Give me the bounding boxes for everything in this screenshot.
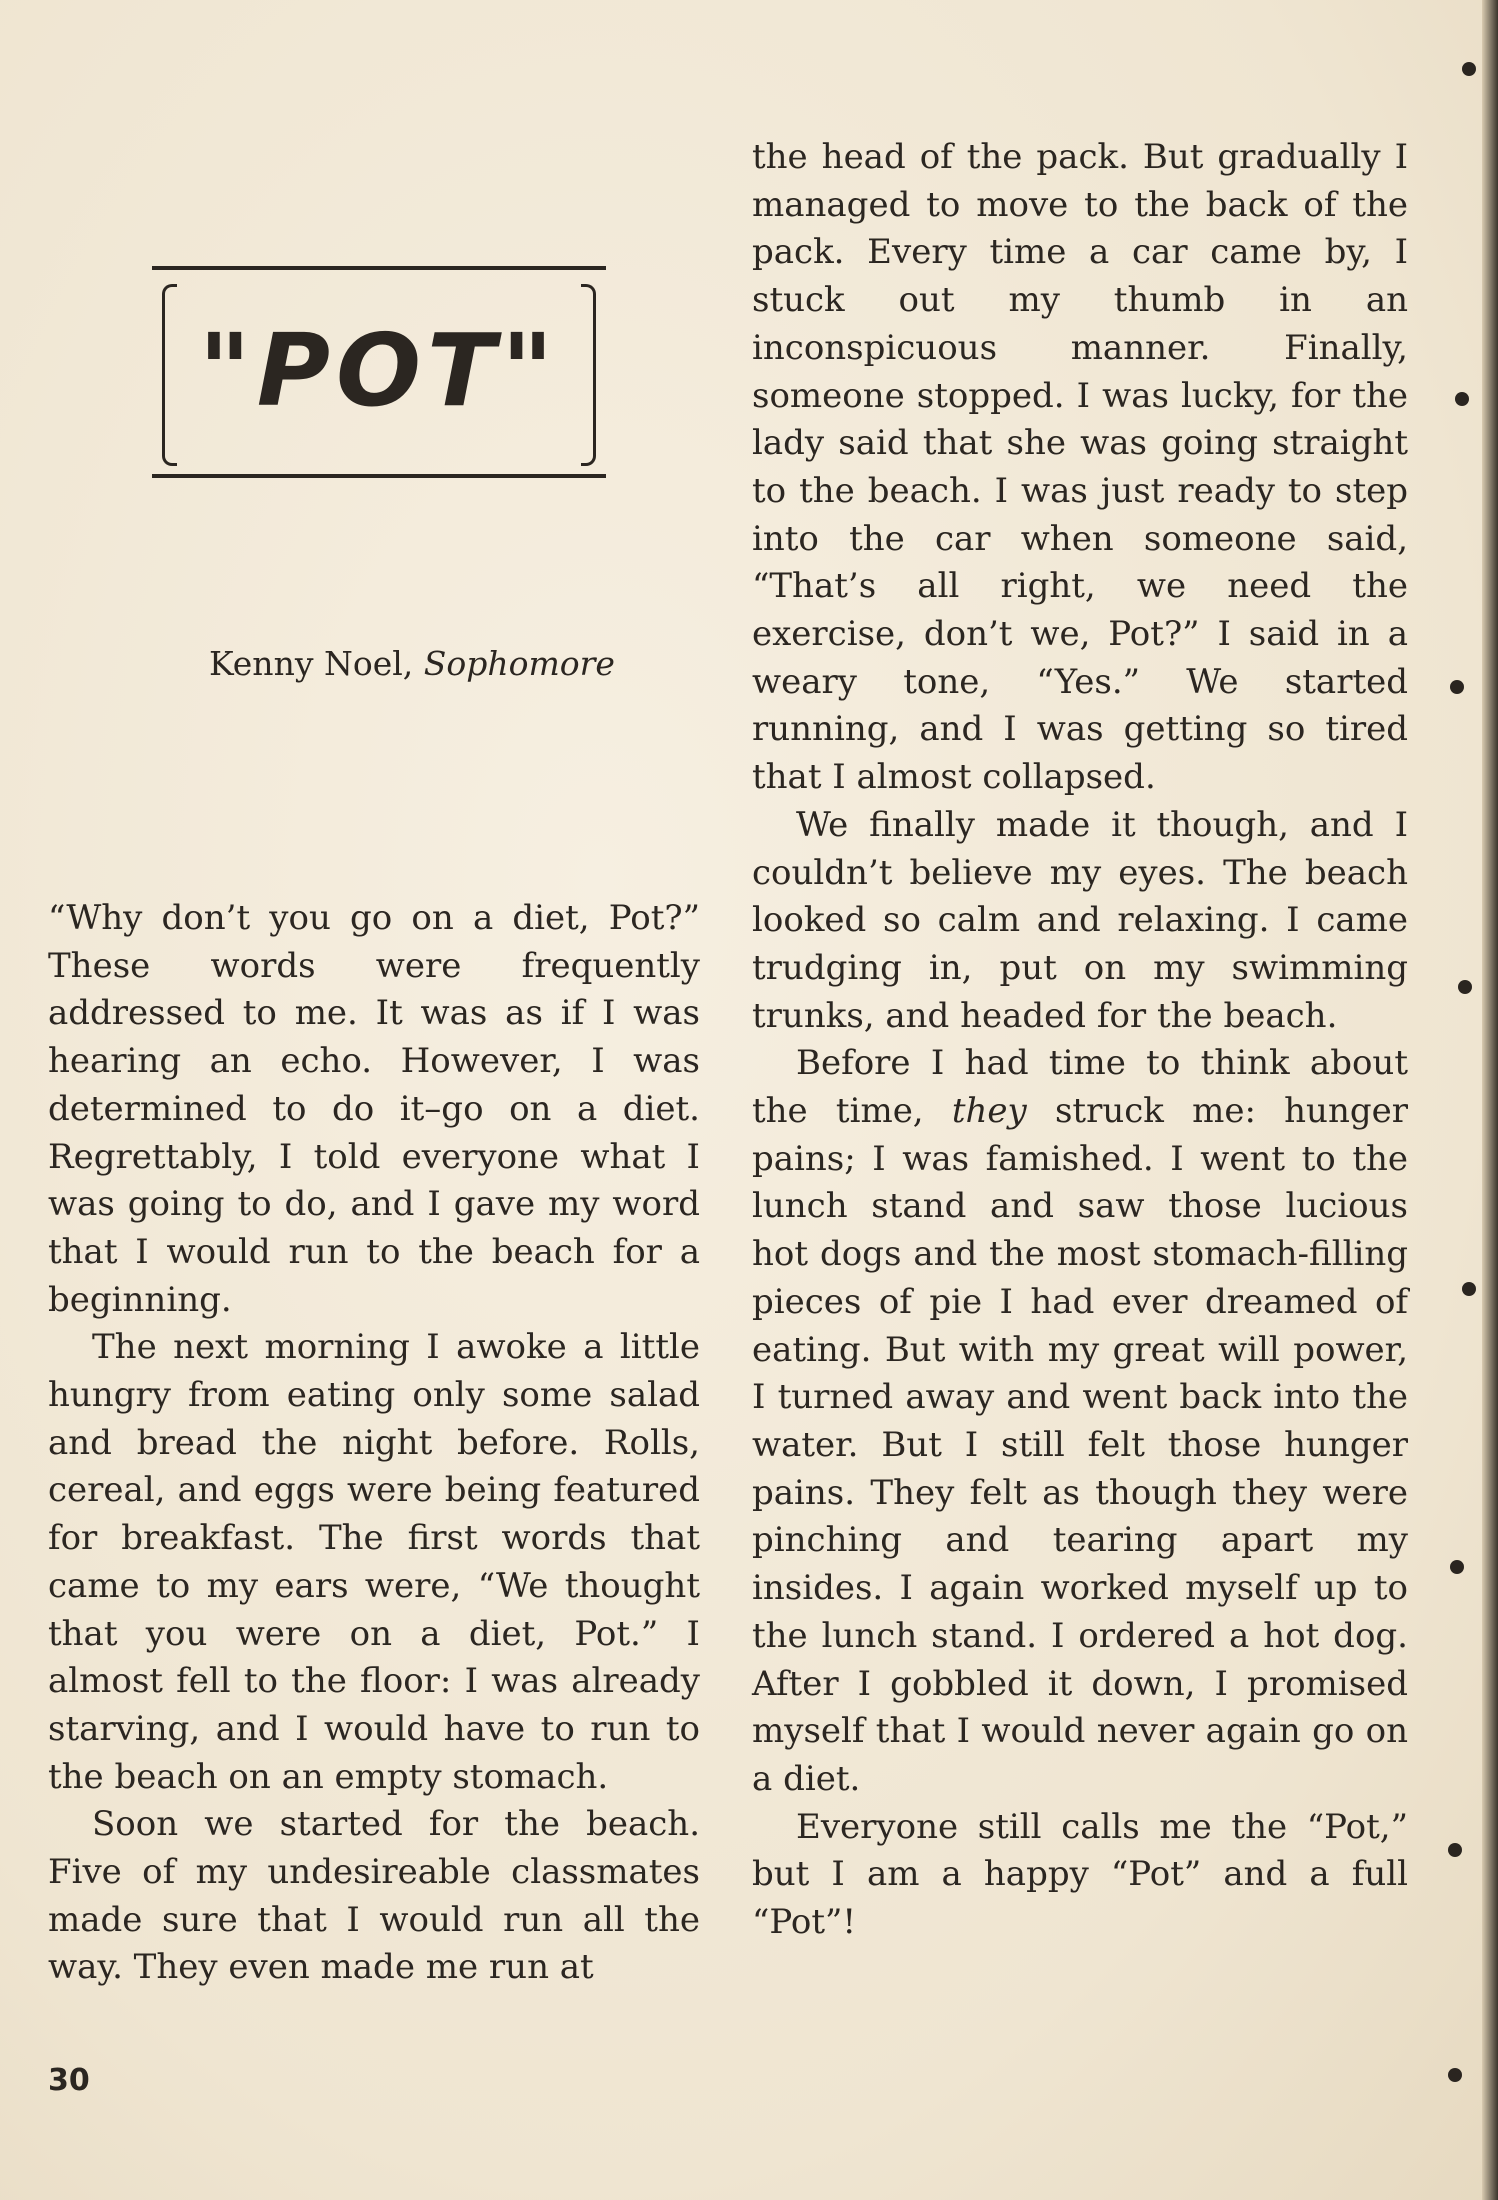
binding-hole <box>1450 1560 1464 1574</box>
binding-hole <box>1448 2068 1462 2082</box>
paragraph: The next morning I awoke a little hungry from eating only some salad and bread the night before. Rolls, cereal, and eggs were being featured for breakfast. The first words that came to my ears were, “We thought that you were on a diet, Pot.” I almost fell to the floor: I was already starving, and I would have to run to the beach on an empty stomach. <box>48 1327 700 1797</box>
byline <box>152 642 672 686</box>
paragraph: the head of the pack. But gradually I managed to move to the back of the pack. Every time a car came by, I stuck out my thumb in an inconspicuous manner. Finally, someone stopped. I was lucky, for the lady said that she was going straight to the beach. I was just ready to step into the car when someone said, “That’s all right, we need the exercise, don’t we, Pot?” I said in a weary tone, “Yes.” We started running, and I was getting so tired that I almost collapsed. <box>752 137 1408 798</box>
binding-hole <box>1448 1843 1462 1857</box>
emphasized-word: they <box>951 1091 1027 1132</box>
title-top-rule <box>152 266 606 270</box>
article-title: "POT" <box>198 312 560 429</box>
binding-hole <box>1458 980 1472 994</box>
binding-hole <box>1462 1282 1476 1296</box>
right-column <box>752 134 1408 1947</box>
paragraph: Soon we started for the beach. Five of my undesireable classmates made sure that I would run all the way. They even made me run at <box>48 1804 700 1988</box>
title-bottom-rule <box>152 474 606 478</box>
author-grade: Sophomore <box>423 644 615 683</box>
title-box <box>152 266 606 478</box>
page-number: 30 <box>48 2063 90 2098</box>
paragraph: We finally made it though, and I couldn’t believe my eyes. The beach looked so calm and relaxing. I came trudging in, put on my swimming trunks, and headed for the beach. <box>752 804 1408 1036</box>
paragraph: “Why don’t you go on a diet, Pot?” These words were frequently addressed to me. It was as if I was hearing an echo. However, I was determined to do it–go on a diet. Regrettably, I told everyone what I was going to do, and I gave my word that I would run to the beach for a beginning. <box>48 898 700 1320</box>
paragraph <box>752 1040 1408 1803</box>
paragraph: Everyone still calls me the “Pot,” but I am a happy “Pot” and a full “Pot”! <box>752 1806 1408 1943</box>
binding-hole <box>1462 62 1476 76</box>
text-run: struck me: hunger pains; I was famished. I went to the lunch stand and saw those lucious hot dogs and the most stomach-filling pieces of pie I had ever dreamed of eating. But with my great will power, I turned away and went back into the water. But I still felt those hunger pains. They felt as though they were pinching and tearing apart my insides. I again worked myself up to the lunch stand. I ordered a hot dog. After I gobbled it down, I promised myself that I would never again go on a diet. <box>752 1091 1408 1799</box>
author-name: Kenny Noel, <box>209 644 414 683</box>
left-column <box>48 895 700 1992</box>
binding-hole <box>1455 392 1469 406</box>
page-edge-shadow <box>1482 0 1498 2200</box>
text-run: Before I had time to think about the time, <box>752 1043 1408 1132</box>
binding-hole <box>1450 680 1464 694</box>
